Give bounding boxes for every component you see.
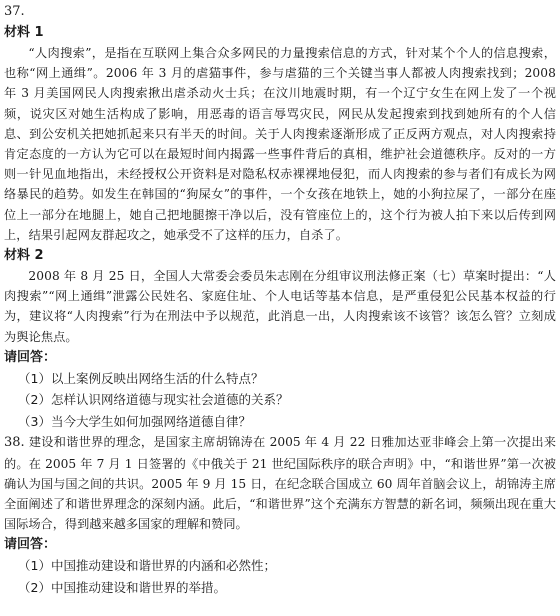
question-37-item-2: （2）怎样认识网络道德与现实社会道德的关系？ <box>18 392 289 408</box>
material-2-text: 2008 年 8 月 25 日，全国人大常委会委员朱志刚在分组审议刑法修正案（七）草案时提出：“人肉搜索”“网上通缉”泄露公民姓名、家庭住址、个人电话等基本信息，是严重侵犯公民基本权益的行为，建议将“人肉搜索”行为在刑法中予以规范，此消息一出，人肉搜索该不该管？该怎么管？立刻成为舆论焦点。 <box>4 269 556 344</box>
question-38-prompt: 请回答： <box>4 537 57 553</box>
question-38-number: 38. <box>4 435 25 451</box>
question-38-text-block <box>4 432 556 534</box>
question-37-list <box>4 368 556 433</box>
question-37-item-3: （3）当今大学生如何加强网络道德自律？ <box>18 413 251 429</box>
question-38-item-2: （2）中国推动建设和谐世界的举措。 <box>18 579 226 595</box>
question-37-prompt: 请回答： <box>4 349 57 365</box>
question-38-text: 建设和谐世界的理念，是国家主席胡锦涛在 2005 年 4 月 22 日雅加达亚非峰会上第一次提出来的。在 2005 年 7 月 1 日签署的《中俄关于 21 世纪国际秩序的联合声明》中，“和谐世界”第一次被确认为国与国之间的共识。2005 年 9 月 15 日，在纪念联合国成立 60 周年首脑会议上，胡锦涛主席全面阐述了和谐世界理念的深刻内涵。此后，“和谐世界”这个充满东方智慧的新名词，频频出现在重大国际场合，得到越来越多国家的理解和赞同。 <box>4 435 556 532</box>
material-1-heading: 材料 1 <box>4 25 44 40</box>
material-1-text: “人肉搜索”，是指在互联网上集合众多网民的力量搜索信息的方式，针对某个个人的信息搜索，也称“网上通缉”。2006 年 3 月的虐猫事件，参与虐猫的三个关键当事人都被人肉搜索找到；2008 年 3 月美国网民人肉搜索揪出虐杀动火士兵；在汶川地震时期，有一个辽宁女生在网上发了一个视频，说灾区对她生活构成了影响，用恶毒的语言辱骂灾民，网民从发起搜索到找到她所有的个人信息、到公安机关把她抓起来只有半天的时间。关于人肉搜索逐渐形成了正反两方观点，对人肉搜索持肯定态度的一方认为它可以在最短时间内揭露一些事件背后的真相，维护社会道德秩序。反对的一方则一针见血地指出，未经授权公开资料是对隐私权赤裸裸地侵犯，而人肉搜索的参与者们有成长为网络暴民的趋势。如发生在韩国的“狗屎女”的事件，一个女孩在地铁上，她的小狗拉屎了，一部分在座位上一部分在地腿上，她自己把地腿擦干净以后，没有管座位上的，这个行为被人拍下来以后传到网上，结果引起网友群起攻之，她承受不了这样的压力，自杀了。 <box>4 46 556 242</box>
question-37-number: 37. <box>4 4 25 19</box>
question-38-item-1: （1）中国推动建设和谐世界的内涵和必然性； <box>18 558 276 574</box>
material-2-heading: 材料 2 <box>4 248 44 264</box>
question-38-list <box>4 555 556 598</box>
question-37-item-1: （1）以上案例反映出网络生活的什么特点？ <box>18 370 264 386</box>
